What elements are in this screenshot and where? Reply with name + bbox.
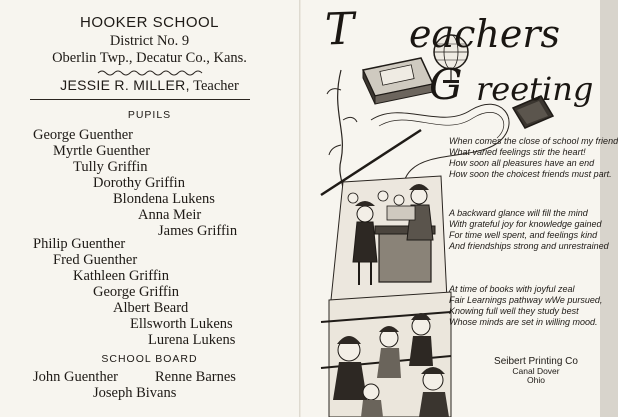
pupil-name: George Griffin — [93, 284, 180, 300]
poem-line: How soon all pleasures have an end — [449, 158, 595, 168]
poem-line: Fair Learnings pathway wWe pursued, — [449, 295, 603, 305]
poem-stanza-1 — [449, 136, 618, 180]
poem-stanza-3 — [449, 284, 603, 328]
wavy-divider — [98, 69, 202, 77]
books-icon — [363, 58, 433, 104]
board-heading: SCHOOL BOARD — [101, 353, 198, 365]
right-page — [301, 0, 618, 417]
pupils-scene — [321, 292, 451, 417]
teacher-line — [0, 77, 299, 95]
title-word-reeting: reeting — [476, 70, 594, 108]
poem-line: Whose minds are set in willing mood. — [449, 317, 598, 327]
poem-line: What varied feelings stir the heart! — [449, 147, 586, 157]
title-letter-t: T — [324, 3, 356, 56]
teacher-rule — [30, 99, 250, 100]
classroom-scene — [331, 176, 447, 300]
pupil-name: Fred Guenther — [53, 252, 138, 268]
pupil-name: Tully Griffin — [73, 159, 148, 175]
pupil-name: Kathleen Griffin — [73, 268, 169, 284]
school-name: HOOKER SCHOOL — [79, 14, 220, 31]
teacher-title: Teacher — [193, 78, 239, 94]
school-location: Oberlin Twp., Decatur Co., Kans. — [52, 50, 247, 66]
pupil-name: Philip Guenther — [33, 236, 126, 252]
printer-name: Seibert Printing Co — [494, 356, 578, 367]
pupil-name: George Guenther — [33, 127, 133, 143]
pupil-name: Dorothy Griffin — [93, 175, 185, 191]
poem-line: At time of books with joyful zeal — [449, 284, 575, 294]
pupil-name: Lurena Lukens — [148, 332, 236, 348]
printer-city: Canal Dover — [512, 366, 560, 376]
school-district: District No. 9 — [109, 33, 190, 49]
pupil-name: James Griffin — [158, 223, 238, 239]
poem-line: When comes the close of school my friend — [449, 136, 618, 146]
poem-line: And friendships strong and unrestrained — [449, 241, 609, 251]
poem-line: For time well spent, and feelings kind — [449, 230, 598, 240]
printer-state: Ohio — [527, 375, 545, 385]
poem-line: A backward glance will fill the mind — [449, 208, 588, 218]
pupil-name: Ellsworth Lukens — [130, 316, 233, 332]
poem-line: Knowing full well they study best — [449, 306, 579, 316]
poem-line: With grateful joy for knowledge gained — [449, 219, 602, 229]
board-member: John Guenther — [33, 369, 118, 385]
poem-stanza-2 — [449, 208, 609, 252]
pupils-heading: PUPILS — [127, 109, 172, 121]
title-letter-g: G — [429, 60, 463, 109]
pupil-name: Myrtle Guenther — [53, 143, 151, 159]
board-member: Renne Barnes — [155, 369, 236, 385]
teacher-name: JESSIE R. MILLER, — [60, 77, 190, 93]
pupil-name: Albert Beard — [113, 300, 189, 316]
title-word-eachers: eachers — [409, 12, 561, 56]
poem-line: How soon the choicest friends must part. — [449, 169, 612, 179]
board-member: Joseph Bivans — [93, 385, 177, 401]
left-page — [0, 0, 299, 417]
printer-imprint — [481, 356, 591, 385]
pupil-name: Anna Meir — [138, 207, 202, 223]
pupil-name: Blondena Lukens — [113, 191, 215, 207]
